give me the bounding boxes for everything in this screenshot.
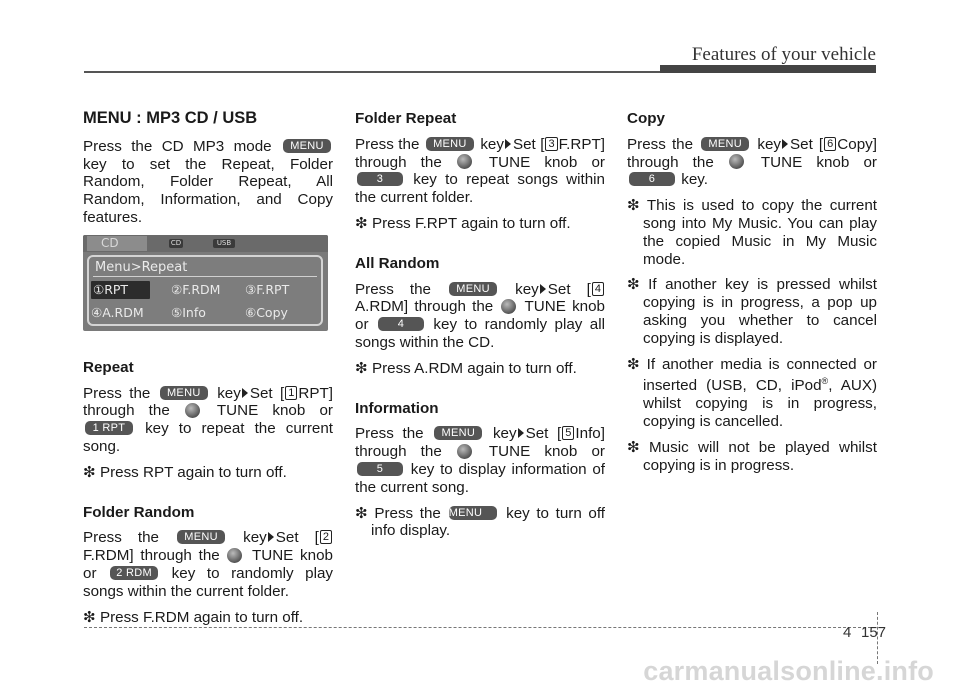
menu-key-badge: MENU — [160, 386, 208, 400]
key-3-badge: 3 — [357, 172, 403, 186]
intro-paragraph: Press the CD MP3 mode MENU key to set the Repeat, Folder Random, Folder Repeat, All Random, Information, and Copy features. — [83, 137, 333, 226]
arrow-icon — [242, 388, 248, 398]
lcd-item-rpt: ①RPT — [91, 281, 150, 299]
number-4-icon: 4 — [592, 282, 604, 296]
menu-key-badge: MENU — [283, 139, 331, 153]
page-number: 157 — [861, 624, 887, 641]
copy-paragraph: Press the MENU key Set [ 6 Copy] through the TUNE knob or 6 key. — [627, 135, 877, 189]
key-6-badge: 6 — [629, 172, 675, 186]
folder-random-paragraph: Press the MENU key Set [ 2 F.RDM] through the TUNE knob or 2 RDM key to randomly play songs within the current folder. — [83, 529, 333, 600]
copy-heading: Copy — [627, 110, 665, 127]
footer-rule — [84, 627, 876, 628]
lcd-cd-chip: CD — [170, 238, 182, 247]
lcd-item-info: ⑤Info — [171, 304, 206, 320]
copy-note-3: ❇ If another media is connected or inserted (USB, CD, iPod®, AUX) whilst copying is in progress, copying is cancelled. — [627, 355, 878, 431]
information-heading: Information — [355, 399, 439, 417]
repeat-paragraph: Press the MENU key Set [ 1 RPT] through the TUNE knob or 1 RPT key to repeat the current song. — [83, 384, 333, 455]
menu-key-badge: MENU — [177, 530, 225, 544]
header-rule-accent — [660, 65, 876, 73]
number-1-icon: 1 — [285, 386, 297, 400]
information-note: ❇ Press the MENU key to turn off info display. — [355, 504, 605, 540]
lcd-item-copy: ⑥Copy — [245, 304, 288, 320]
column-2 — [355, 110, 605, 548]
folder-repeat-heading: Folder Repeat — [355, 110, 457, 127]
all-random-heading: All Random — [355, 254, 440, 272]
lcd-menu-title: Menu>Repeat — [95, 259, 188, 275]
tune-knob-icon — [729, 154, 744, 169]
lcd-item-frdm: ②F.RDM — [171, 281, 221, 297]
number-6-icon: 6 — [824, 137, 836, 151]
menu-key-badge: MENU — [426, 137, 474, 151]
lcd-usb-chip: USB — [213, 239, 235, 248]
rpt-key-badge: 1 RPT — [85, 421, 133, 435]
section-title: MENU : MP3 CD / USB — [83, 109, 258, 127]
tune-knob-icon — [227, 548, 242, 563]
number-3-icon: 3 — [545, 137, 557, 151]
arrow-icon — [518, 428, 524, 438]
arrow-icon — [782, 139, 788, 149]
menu-key-badge: MENU — [449, 282, 497, 296]
page-header-title: Features of your vehicle — [691, 44, 876, 65]
repeat-heading: Repeat — [83, 358, 134, 376]
copy-note-1: ❇ This is used to copy the current song into My Music. You can play the copied Music in My Music mode. — [627, 197, 877, 268]
arrow-icon — [505, 139, 511, 149]
rdm-key-badge: 2 RDM — [110, 566, 158, 580]
folder-repeat-paragraph: Press the MENU key Set [ 3 F.RPT] through the TUNE knob or 3 key to repeat songs within the current folder. — [355, 135, 605, 207]
menu-key-badge: MENU — [449, 506, 497, 520]
tune-knob-icon — [501, 299, 516, 314]
number-2-icon: 2 — [320, 530, 332, 544]
lcd-menu-panel — [87, 255, 323, 326]
information-paragraph: Press the MENU key Set [ 5 Info] through the TUNE knob or 5 key to display information of the current song. — [355, 425, 605, 496]
menu-key-badge: MENU — [434, 426, 482, 440]
copy-note-2: ❇ If another key is pressed whilst copying is in progress, a pop up asking you whether to cancel copying is displayed. — [627, 276, 877, 347]
lcd-tab: CD — [87, 236, 147, 251]
arrow-icon — [268, 532, 274, 542]
key-5-badge: 5 — [357, 462, 403, 476]
lcd-item-ardm: ④A.RDM — [91, 304, 144, 320]
all-random-note: ❇ Press A.RDM again to turn off. — [355, 359, 577, 377]
repeat-note: ❇ Press RPT again to turn off. — [83, 463, 287, 481]
folder-random-note: ❇ Press F.RDM again to turn off. — [83, 608, 304, 626]
watermark: carmanualsonline.info — [643, 656, 934, 686]
key-4-badge: 4 — [378, 317, 424, 331]
lcd-item-frpt: ③F.RPT — [245, 281, 290, 297]
folder-repeat-note: ❇ Press F.RPT again to turn off. — [355, 214, 571, 232]
copy-note-4: ❇ Music will not be played whilst copying is in progress. — [627, 438, 877, 474]
menu-key-badge: MENU — [701, 137, 749, 151]
arrow-icon — [540, 284, 546, 294]
lcd-screen-illustration — [83, 235, 328, 331]
folder-random-heading: Folder Random — [83, 503, 195, 521]
all-random-paragraph: Press the MENU key Set [ 4 A.RDM] through the TUNE knob or 4 key to randomly play all songs within the CD. — [355, 280, 605, 351]
tune-knob-icon — [457, 444, 472, 459]
chapter-number: 4 — [843, 624, 852, 641]
number-5-icon: 5 — [562, 426, 574, 440]
tune-knob-icon — [185, 403, 200, 418]
column-1 — [83, 110, 333, 634]
tune-knob-icon — [457, 154, 472, 169]
column-3 — [627, 110, 877, 482]
